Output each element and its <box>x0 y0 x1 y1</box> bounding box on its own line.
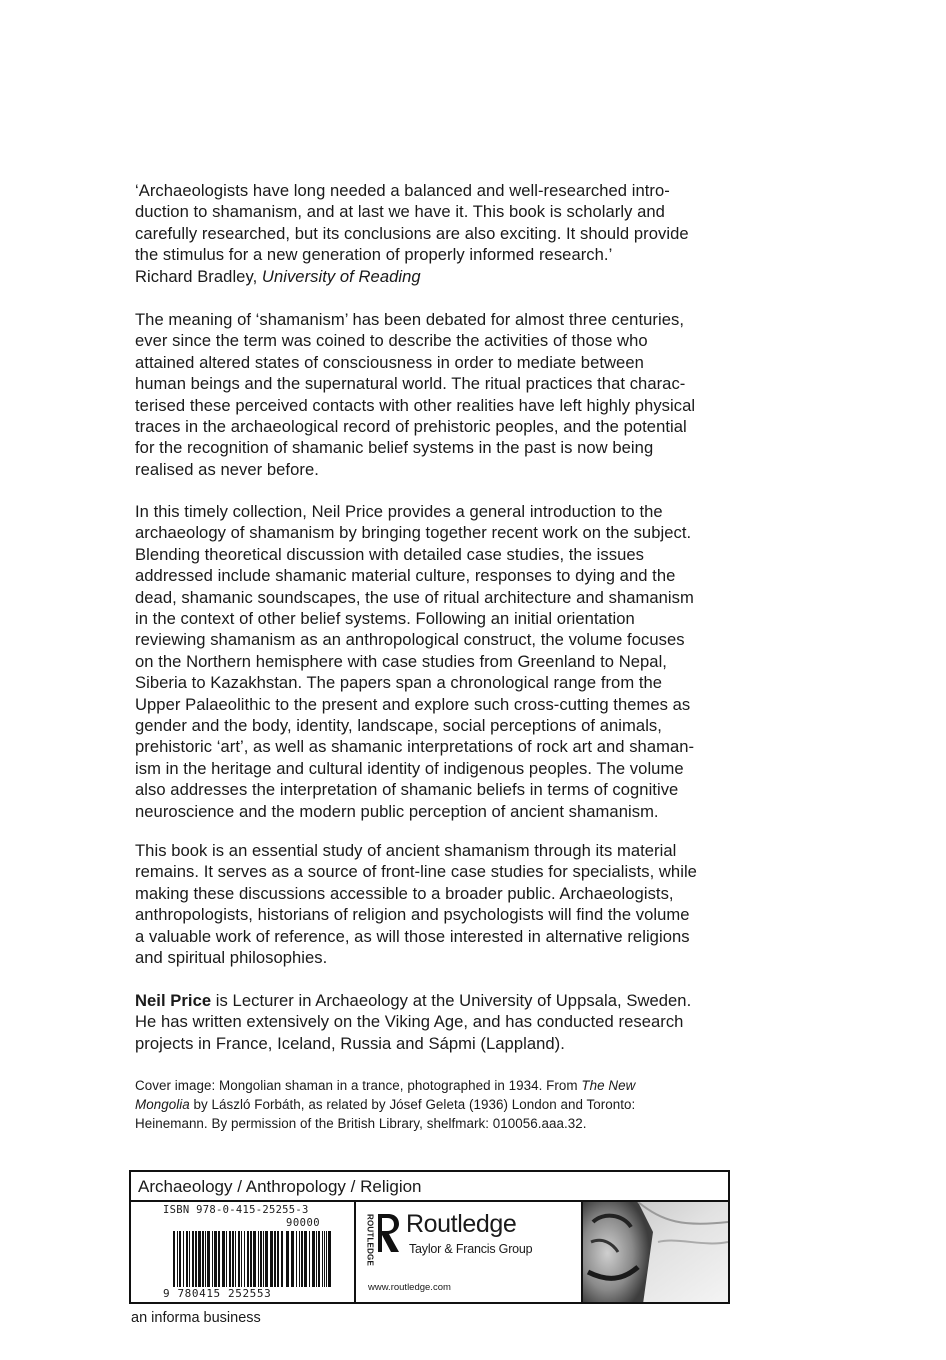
barcode-bar <box>226 1231 227 1287</box>
barcode-bar <box>179 1231 181 1287</box>
barcode-bar <box>253 1231 256 1287</box>
imprint-panel <box>129 1170 730 1304</box>
addon-barcode <box>286 1231 332 1287</box>
barcode-bar <box>260 1231 262 1287</box>
barcode-bar <box>250 1231 252 1287</box>
text-line: anthropologists, historians of religion and psychologists will find the volume <box>135 905 690 925</box>
credit-title: The New <box>581 1078 636 1093</box>
text-line: neuroscience and the modern public perception of ancient shamanism. <box>135 801 659 821</box>
cover-photo-thumbnail <box>583 1202 728 1302</box>
text-line: ism in the heritage and cultural identity of indigenous peoples. The volume <box>135 758 684 778</box>
barcode-bar <box>270 1231 273 1287</box>
barcode-bar <box>326 1231 327 1287</box>
text-line: remains. It serves as a source of front-line case studies for specialists, while <box>135 862 697 882</box>
barcode-bar <box>324 1231 325 1287</box>
text-line: making these discussions accessible to a broader public. Archaeologists, <box>135 883 674 903</box>
barcode-bar <box>205 1231 206 1287</box>
barcode-bar <box>318 1231 320 1287</box>
barcode-bar <box>238 1231 240 1287</box>
barcode-bar <box>232 1231 234 1287</box>
barcode-bar <box>222 1231 225 1287</box>
barcode-bar <box>173 1231 175 1287</box>
text-line: attained altered states of consciousness in order to mediate between <box>135 352 644 372</box>
barcode-bar <box>235 1231 236 1287</box>
description-paragraph-3 <box>135 840 735 968</box>
barcode-bar <box>186 1231 188 1287</box>
text-line: dead, shamanic soundscapes, the use of ritual architecture and shamanism <box>135 587 694 607</box>
barcode-bar <box>192 1231 194 1287</box>
text-line: Heinemann. By permission of the British Library, shelfmark: 010056.aaa.32. <box>135 1116 587 1131</box>
barcode-bar <box>312 1231 315 1287</box>
text-line: Siberia to Kazakhstan. The papers span a chronological range from the <box>135 673 663 693</box>
text-line: for the recognition of shamanic belief systems in the past is now being <box>135 438 654 458</box>
description-paragraph-1 <box>135 309 735 480</box>
quote-line: duction to shamanism, and at last we have it. This book is scholarly and <box>135 202 665 222</box>
routledge-logo-icon <box>375 1212 401 1254</box>
text-line: also addresses the interpretation of shamanic beliefs in terms of cognitive <box>135 780 679 800</box>
text-line: in the context of other belief systems. Following an initial orientation <box>135 609 635 629</box>
text-line: terised these perceived contacts with other realities have left highly physical <box>135 395 696 415</box>
quote-line: ‘Archaeologists have long needed a balanced and well-researched intro- <box>135 181 670 200</box>
credit-segment: by László Forbáth, as related by Jósef Geleta (1936) London and Toronto: <box>189 1097 636 1112</box>
quote-line: carefully researched, but its conclusions are also exciting. It should provide <box>135 223 689 243</box>
text-line: Blending theoretical discussion with detailed case studies, the issues <box>135 544 644 564</box>
text-line: projects in France, Iceland, Russia and Sápmi (Lappland). <box>135 1033 565 1053</box>
text-line: and spiritual philosophies. <box>135 948 328 968</box>
text-line: traces in the archaeological record of prehistoric peoples, and the potential <box>135 417 687 437</box>
text-line: reviewing shamanism as an anthropological construct, the volume focuses <box>135 630 685 650</box>
ean-barcode <box>173 1231 283 1287</box>
barcode-bar <box>304 1231 307 1287</box>
text-line: He has written extensively on the Viking Age, and has conducted research <box>135 1012 684 1032</box>
barcode-bar <box>328 1231 331 1287</box>
routledge-vertical-mark: ROUTLEDGE <box>365 1213 375 1266</box>
barcode-bar <box>189 1231 190 1287</box>
text-line <box>135 1076 735 1095</box>
barcode-bar <box>291 1231 294 1287</box>
credit-text <box>135 1076 735 1133</box>
barcode-box <box>131 1202 356 1302</box>
barcode-bar <box>214 1231 217 1287</box>
paragraph-meaning <box>135 309 735 480</box>
barcode-bar <box>198 1231 201 1287</box>
credit-title: Mongolia <box>135 1097 190 1112</box>
barcode-bar <box>177 1231 178 1287</box>
barcode-bar <box>322 1231 323 1287</box>
quote-line: the stimulus for a new generation of properly informed research.’ <box>135 245 613 265</box>
barcode-bar <box>286 1231 289 1287</box>
barcode-bar <box>247 1231 249 1287</box>
quote-attribution <box>135 266 735 287</box>
barcode-bar <box>296 1231 297 1287</box>
barcode-bar <box>301 1231 303 1287</box>
review-quote <box>135 180 735 287</box>
barcode-bar <box>218 1231 220 1287</box>
quote-affiliation: University of Reading <box>261 266 421 286</box>
quote-author: Richard Bradley, <box>135 266 258 286</box>
barcode-bar <box>241 1231 242 1287</box>
barcode-bar <box>258 1231 259 1287</box>
bio-rest: is Lecturer in Archaeology at the University of Uppsala, Sweden. <box>211 991 692 1010</box>
barcode-bar <box>244 1231 245 1287</box>
barcode-bar <box>212 1231 213 1287</box>
isbn-label: ISBN 978-0-415-25255-3 <box>163 1204 309 1216</box>
text-line: Upper Palaeolithic to the present and explore such cross-cutting themes as <box>135 694 691 714</box>
publisher-url: www.routledge.com <box>368 1282 451 1293</box>
barcode-bar <box>281 1231 283 1287</box>
barcode-bar <box>183 1231 184 1287</box>
barcode-bar <box>229 1231 231 1287</box>
barcode-bar <box>265 1231 268 1287</box>
price-code: 90000 <box>286 1217 321 1229</box>
author-bio <box>135 990 735 1054</box>
barcode-bar <box>316 1231 317 1287</box>
ean-digits: 9 780415 252553 <box>163 1287 272 1300</box>
subject-categories: Archaeology / Anthropology / Religion <box>131 1172 728 1202</box>
text-line: realised as never before. <box>135 459 319 479</box>
barcode-bar <box>309 1231 310 1287</box>
description-paragraph-2 <box>135 501 735 822</box>
text-line <box>135 990 735 1011</box>
author-name: Neil Price <box>135 991 212 1010</box>
text-line: a valuable work of reference, as will those interested in alternative religions <box>135 926 690 946</box>
text-line: ever since the term was coined to describe the activities of those who <box>135 331 648 351</box>
text-line: This book is an essential study of ancient shamanism through its material <box>135 841 677 860</box>
text-line: gender and the body, identity, landscape, social perceptions of animals, <box>135 716 662 736</box>
text-line: prehistoric ‘art’, as well as shamanic interpretations of rock art and shaman- <box>135 737 695 757</box>
text-line: archaeology of shamanism by bringing together recent work on the subject. <box>135 523 692 543</box>
barcode-bar <box>202 1231 204 1287</box>
barcode-bar <box>277 1231 279 1287</box>
text-line: In this timely collection, Neil Price provides a general introduction to the <box>135 502 663 521</box>
text-line: human beings and the supernatural world. The ritual practices that charac- <box>135 374 686 394</box>
publisher-name: Routledge <box>406 1210 517 1238</box>
publisher-group: Taylor & Francis Group <box>409 1242 533 1256</box>
text-line: on the Northern hemisphere with case studies from Greenland to Nepal, <box>135 651 667 671</box>
cover-image-credit <box>135 1076 735 1133</box>
quote-text <box>135 180 735 287</box>
paragraph-essential <box>135 840 735 968</box>
paragraph-collection <box>135 501 735 822</box>
barcode-bar <box>299 1231 300 1287</box>
barcode-bar <box>195 1231 197 1287</box>
text-line <box>135 1095 735 1114</box>
publisher-box <box>356 1202 583 1302</box>
bio-text <box>135 990 735 1054</box>
barcode-bar <box>207 1231 210 1287</box>
credit-segment: Cover image: Mongolian shaman in a trance, photographed in 1934. From <box>135 1078 582 1093</box>
barcode-bar <box>263 1231 264 1287</box>
barcode-bar <box>274 1231 276 1287</box>
text-line: addressed include shamanic material culture, responses to dying and the <box>135 566 676 586</box>
shaman-photo <box>583 1202 728 1302</box>
text-line: The meaning of ‘shamanism’ has been debated for almost three centuries, <box>135 310 684 329</box>
informa-tagline: an informa business <box>131 1310 261 1326</box>
